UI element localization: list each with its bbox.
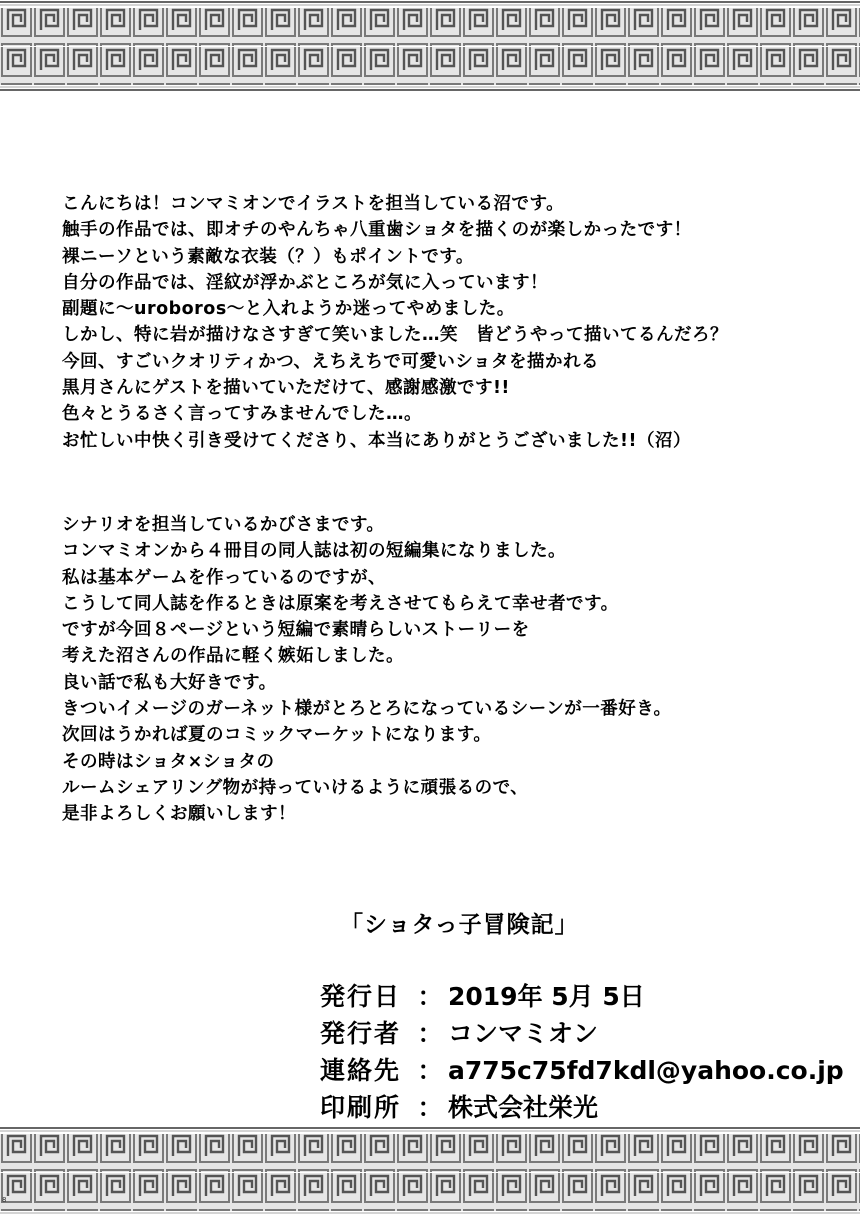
afterword-line: 裸ニーソという素敵な衣装（？）もポイントです。 — [62, 246, 474, 267]
colophon-separator: ： — [417, 1019, 443, 1048]
greek-key-border-icon — [0, 1126, 860, 1218]
colophon-value: 株式会社栄光 — [448, 1093, 599, 1122]
afterword-line: 色々とうるさく言ってすみませんでした…。 — [62, 404, 422, 425]
colophon-separator: ： — [417, 1093, 443, 1122]
afterword-line: 良い話で私も大好きです。 — [62, 672, 277, 693]
afterword-line: お忙しい中快く引き受けてくださり、本当にありがとうございました!!（沼） — [62, 430, 691, 451]
colophon-row-contact — [320, 1052, 844, 1089]
afterword-line: 今回、すごいクオリティかつ、えちえちで可愛いショタを描かれる — [62, 351, 600, 372]
afterword-line: 是非よろしくお願いします！ — [62, 804, 296, 825]
colophon-value: 2019年 5月 5日 — [448, 982, 645, 1011]
afterword-line: ですが今回８ページという短編で素晴らしいストーリーを — [62, 620, 530, 641]
afterword-line: その時はショタ×ショタの — [62, 751, 275, 772]
colophon-label: 印刷所 — [320, 1093, 402, 1122]
afterword-line: シナリオを担当しているかびさまです。 — [62, 515, 385, 535]
afterword-line: 私は基本ゲームを作っているのですが、 — [62, 567, 386, 588]
afterword-line: しかし、特に岩が描けなさすぎて笑いました…笑 皆どうやって描いてるんだろ？ — [62, 325, 728, 346]
colophon-separator: ： — [417, 982, 443, 1011]
colophon-separator: ： — [417, 1056, 443, 1085]
afterword-line: こんにちは！コンマミオンでイラストを担当している沼です。 — [62, 194, 565, 214]
afterword-line: 自分の作品では、淫紋が浮かぶところが気に入っています！ — [62, 272, 548, 293]
colophon-value: コンマミオン — [448, 1019, 599, 1048]
afterword-line: ルームシェアリング物が持っていけるように頑張るので、 — [62, 777, 529, 798]
colophon-row-publish-date — [320, 978, 844, 1015]
afterword-line: 黒月さんにゲストを描いていただけて、感謝感激です!! — [62, 378, 510, 399]
afterword-line: 触手の作品では、即オチのやんちゃ八重歯ショタを描くのが楽しかったです！ — [62, 220, 692, 241]
greek-key-border-icon — [0, 0, 860, 92]
afterword-line: 次回はうかれば夏のコミックマーケットになります。 — [62, 725, 492, 746]
colophon-label: 連絡先 — [320, 1056, 402, 1085]
bottom-decorative-border — [0, 1126, 860, 1218]
afterword-line: コンマミオンから４冊目の同人誌は初の短編集になりました。 — [62, 541, 566, 562]
page-number: 8 — [2, 1196, 7, 1204]
colophon-table — [320, 978, 844, 1126]
contact-email: a775c75fd7kdl@yahoo.co.jp — [448, 1056, 844, 1085]
colophon-title: 「ショタっ子冒険記」 — [340, 912, 579, 938]
afterword-scenario-writer — [62, 512, 852, 828]
top-decorative-border — [0, 0, 860, 92]
afterword-line: こうして同人誌を作るときは原案を考えさせてもらえて幸せ者です。 — [62, 593, 619, 614]
colophon-label: 発行日 — [320, 982, 402, 1011]
afterword-illustrator — [62, 191, 852, 454]
afterword-line: 考えた沼さんの作品に軽く嫉妬しました。 — [62, 646, 404, 667]
colophon-row-printer — [320, 1089, 844, 1126]
colophon-label: 発行者 — [320, 1019, 402, 1048]
afterword-line: きついイメージのガーネット様がとろとろになっているシーンが一番好き。 — [62, 699, 672, 720]
colophon-row-publisher — [320, 1015, 844, 1052]
afterword-line: 副題に〜uroboros〜と入れようか迷ってやめました。 — [62, 299, 515, 320]
